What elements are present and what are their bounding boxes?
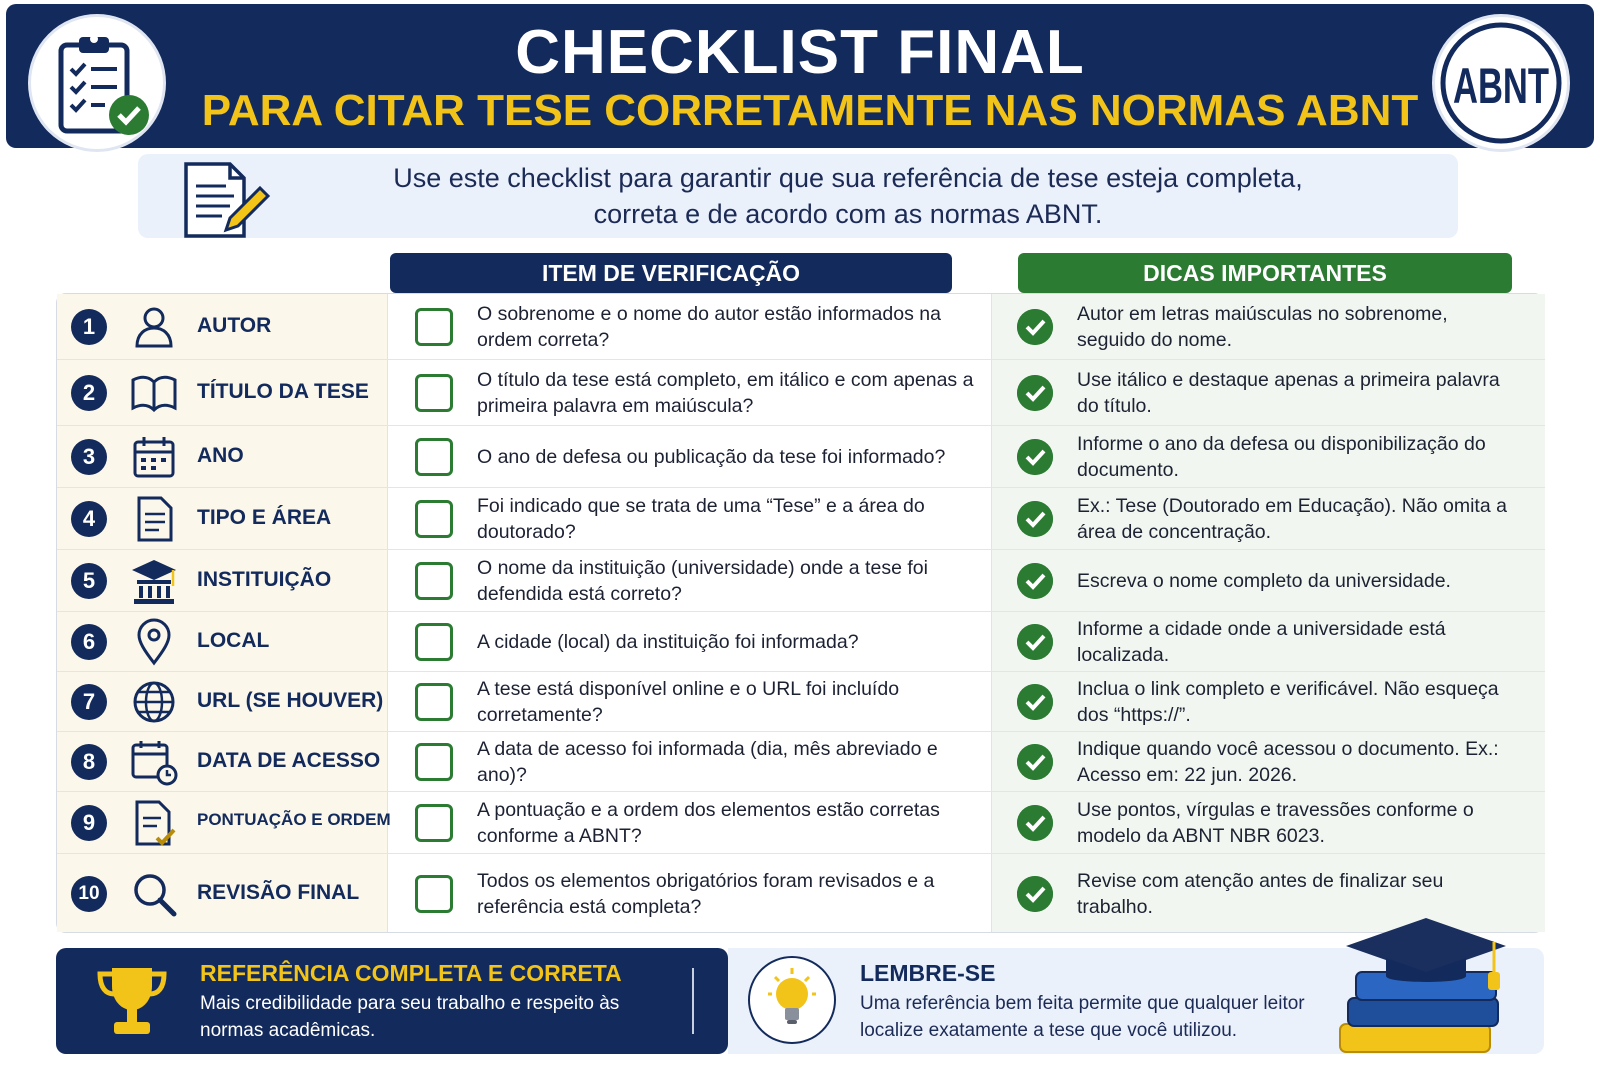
row-number-badge: 6 (71, 624, 107, 660)
row-tip: Ex.: Tese (Doutorado em Educação). Não omita a área de concentração. (1077, 495, 1507, 543)
open-book-icon (129, 368, 179, 418)
check-circle-icon (1017, 805, 1053, 841)
footer-highlight (56, 948, 728, 1054)
row-question: O nome da instituição (universidade) onde a tese foi defendida está correto? (477, 557, 928, 605)
row-label: URL (SE HOUVER) (197, 689, 384, 712)
intro-text (278, 160, 1418, 232)
row-question: O sobrenome e o nome do autor estão informados na ordem correta? (477, 303, 941, 351)
row-tip: Use pontos, vírgulas e travessões conforme o modelo da ABNT NBR 6023. (1077, 799, 1474, 847)
document-pencil-icon (182, 160, 272, 240)
checklist-row (57, 488, 1545, 550)
footer-reminder (728, 948, 1544, 1054)
row-number-badge: 2 (71, 375, 107, 411)
row-number-badge: 8 (71, 744, 107, 780)
footer-left-title: REFERÊNCIA COMPLETA E CORRETA (200, 960, 622, 986)
row-tip: Use itálico e destaque apenas a primeira palavra do título. (1077, 369, 1500, 417)
trophy-icon (92, 962, 172, 1040)
check-circle-icon (1017, 876, 1053, 912)
intro-line-1: Use este checklist para garantir que sua referência de tese esteja completa, (393, 163, 1303, 193)
intro-box (138, 154, 1458, 238)
row-checkbox[interactable] (415, 500, 453, 538)
row-label: PONTUAÇÃO E ORDEM (197, 810, 391, 829)
row-number-badge: 1 (71, 309, 107, 345)
tips-column-header: DICAS IMPORTANTES (1018, 253, 1512, 293)
footer-right-title: LEMBRE-SE (860, 960, 996, 986)
row-label: TIPO E ÁREA (197, 506, 332, 529)
check-circle-icon (1017, 624, 1053, 660)
row-tip: Indique quando você acessou o documento. Ex.: Acesso em: 22 jun. 2026. (1077, 738, 1499, 786)
row-question: Foi indicado que se trata de uma “Tese” e a área do doutorado? (477, 495, 925, 543)
check-circle-icon (1017, 684, 1053, 720)
check-circle-icon (1017, 563, 1053, 599)
row-tip: Inclua o link completo e verificável. Não esqueça dos “https://”. (1077, 678, 1499, 726)
row-label: LOCAL (197, 629, 270, 652)
row-tip: Revise com atenção antes de finalizar seu trabalho. (1077, 870, 1444, 918)
row-tip: Informe o ano da defesa ou disponibilização do documento. (1077, 433, 1486, 481)
row-checkbox[interactable] (415, 743, 453, 781)
row-label: REVISÃO FINAL (197, 881, 360, 904)
item-column-header: ITEM DE VERIFICAÇÃO (390, 253, 952, 293)
row-number-badge: 4 (71, 501, 107, 537)
abnt-logo (1432, 14, 1570, 152)
checklist-row (57, 550, 1545, 612)
row-checkbox[interactable] (415, 374, 453, 412)
checklist-row (57, 672, 1545, 732)
document-check-icon (129, 798, 179, 848)
intro-line-2: correta e de acordo com as normas ABNT. (593, 199, 1103, 229)
row-label: TÍTULO DA TESE (197, 380, 369, 403)
page-subtitle: PARA CITAR TESE CORRETAMENTE NAS NORMAS ABNT (201, 86, 1419, 135)
footer-right-text: Uma referência bem feita permite que qualquer leitor localize exatamente a tese que você utilizou. (860, 993, 1305, 1041)
row-question: A pontuação e a ordem dos elementos estão corretas conforme a ABNT? (477, 799, 940, 847)
document-icon (129, 494, 179, 544)
map-pin-icon (129, 617, 179, 667)
calendar-clock-icon (129, 737, 179, 787)
check-circle-icon (1017, 501, 1053, 537)
page-title: CHECKLIST FINAL (515, 18, 1085, 87)
user-icon (129, 302, 179, 352)
checklist-row (57, 732, 1545, 792)
row-checkbox[interactable] (415, 308, 453, 346)
check-circle-icon (1017, 439, 1053, 475)
row-checkbox[interactable] (415, 623, 453, 661)
row-number-badge: 5 (71, 563, 107, 599)
footer-divider (692, 968, 694, 1034)
row-checkbox[interactable] (415, 804, 453, 842)
row-label: ANO (197, 444, 244, 467)
magnifier-icon (129, 869, 179, 919)
checklist-row (57, 854, 1545, 934)
row-question: A cidade (local) da instituição foi informada? (477, 631, 859, 653)
row-tip: Escreva o nome completo da universidade. (1077, 570, 1451, 592)
row-label: AUTOR (197, 314, 272, 337)
calendar-icon (129, 432, 179, 482)
row-number-badge: 7 (71, 684, 107, 720)
row-question: Todos os elementos obrigatórios foram revisados e a referência está completa? (477, 870, 935, 918)
abnt-seal-icon (1435, 17, 1567, 149)
abnt-logo-text: ABNT (1453, 58, 1549, 114)
footer-left-text: Mais credibilidade para seu trabalho e respeito às normas acadêmicas. (200, 993, 620, 1041)
header-banner (6, 4, 1594, 148)
checklist-row (57, 294, 1545, 360)
checklist-row (57, 792, 1545, 854)
row-question: A tese está disponível online e o URL foi incluído corretamente? (477, 678, 900, 726)
check-circle-icon (1017, 309, 1053, 345)
university-icon (129, 556, 179, 606)
row-tip: Autor em letras maiúsculas no sobrenome, seguido do nome. (1077, 303, 1448, 351)
checklist-table (56, 293, 1544, 933)
row-label: DATA DE ACESSO (197, 749, 381, 772)
check-circle-icon (1017, 744, 1053, 780)
checklist-row (57, 360, 1545, 426)
row-number-badge: 9 (71, 805, 107, 841)
row-checkbox[interactable] (415, 438, 453, 476)
checklist-row (57, 612, 1545, 672)
graduation-books-icon (1326, 912, 1516, 1062)
row-tip: Informe a cidade onde a universidade está localizada. (1077, 618, 1446, 666)
row-checkbox[interactable] (415, 562, 453, 600)
check-circle-icon (1017, 375, 1053, 411)
checklist-row (57, 426, 1545, 488)
globe-icon (129, 677, 179, 727)
lightbulb-icon (750, 958, 834, 1042)
row-checkbox[interactable] (415, 683, 453, 721)
row-question: O ano de defesa ou publicação da tese foi informado? (477, 446, 946, 468)
row-label: INSTITUIÇÃO (197, 568, 332, 591)
row-checkbox[interactable] (415, 875, 453, 913)
row-number-badge: 10 (71, 876, 107, 912)
row-question: A data de acesso foi informada (dia, mês abreviado e ano)? (477, 738, 938, 786)
lightbulb-badge (748, 956, 836, 1044)
row-question: O título da tese está completo, em itálico e com apenas a primeira palavra em maiúscula? (477, 369, 974, 417)
row-number-badge: 3 (71, 439, 107, 475)
